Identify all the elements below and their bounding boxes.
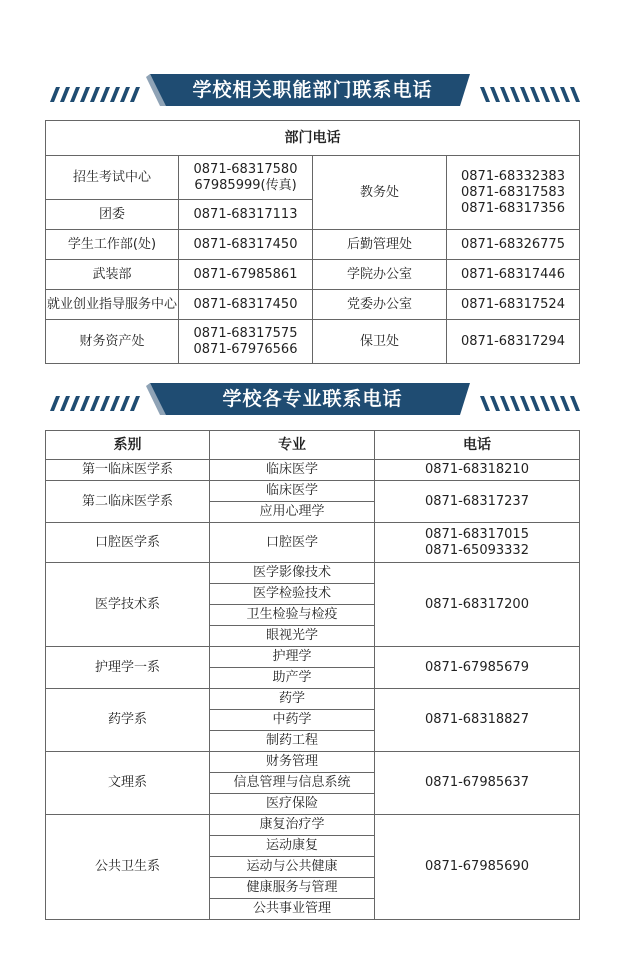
table-row — [46, 815, 580, 836]
phone-number: 0871-68317200 — [425, 596, 529, 612]
phone-cell — [375, 815, 580, 920]
table-row — [46, 481, 580, 502]
table-row — [46, 230, 580, 260]
phone-cell: 0871-68317113 — [179, 200, 313, 230]
phone-number: 67985999(传真) — [194, 177, 297, 193]
table-header: 部门电话 — [46, 121, 580, 156]
phone-cell — [179, 320, 313, 364]
major-name: 康复治疗学 — [210, 815, 375, 836]
department-name: 学生工作部(处) — [46, 230, 179, 260]
table-row — [46, 752, 580, 773]
major-name: 财务管理 — [210, 752, 375, 773]
phone-cell: 0871-68317450 — [179, 230, 313, 260]
major-name: 临床医学 — [210, 481, 375, 502]
department-name: 第二临床医学系 — [46, 481, 210, 523]
table-row — [46, 689, 580, 710]
major-phone-table — [45, 430, 580, 920]
major-name: 运动康复 — [210, 836, 375, 857]
phone-number: 0871-68332383 — [461, 168, 565, 184]
department-name: 就业创业指导服务中心 — [46, 290, 179, 320]
phone-cell — [179, 156, 313, 200]
phone-number: 0871-68317356 — [461, 200, 565, 216]
phone-cell — [375, 689, 580, 752]
department-name: 武装部 — [46, 260, 179, 290]
phone-cell — [375, 523, 580, 563]
major-name: 药学 — [210, 689, 375, 710]
section-title: 学校各专业联系电话 — [222, 388, 403, 410]
department-name: 招生考试中心 — [46, 156, 179, 200]
table-row — [46, 647, 580, 668]
phone-number: 0871-67985690 — [425, 859, 529, 874]
table-header-row — [46, 431, 580, 460]
major-name: 助产学 — [210, 668, 375, 689]
phone-number: 0871-67985679 — [425, 659, 529, 675]
phone-number: 0871-68317580 — [193, 161, 298, 177]
phone-number: 0871-68318210 — [425, 462, 529, 477]
column-header: 专业 — [210, 431, 375, 460]
major-name: 医学影像技术 — [210, 563, 375, 584]
major-name: 医疗保险 — [210, 794, 375, 815]
table-row — [46, 523, 580, 563]
table-row — [46, 460, 580, 481]
phone-number: 0871-67976566 — [193, 341, 298, 357]
major-name: 口腔医学 — [210, 523, 375, 563]
department-section — [0, 74, 625, 110]
department-name: 护理学一系 — [46, 647, 210, 689]
table-row — [46, 260, 580, 290]
major-name: 应用心理学 — [210, 502, 375, 523]
phone-cell — [447, 156, 580, 230]
phone-cell — [375, 460, 580, 481]
phone-cell: 0871-68317450 — [179, 290, 313, 320]
department-name: 公共卫生系 — [46, 815, 210, 920]
department-name: 第一临床医学系 — [46, 460, 210, 481]
major-name: 眼视光学 — [210, 626, 375, 647]
phone-number: 0871-67985637 — [425, 775, 529, 790]
major-name: 中药学 — [210, 710, 375, 731]
table-row — [46, 563, 580, 584]
section-banner — [0, 383, 625, 419]
department-name: 团委 — [46, 200, 179, 230]
department-name: 口腔医学系 — [46, 523, 210, 563]
major-section — [0, 383, 625, 419]
phone-number: 0871-65093332 — [425, 542, 529, 558]
department-name: 文理系 — [46, 752, 210, 815]
department-name: 党委办公室 — [313, 290, 447, 320]
phone-number: 0871-68317575 — [193, 325, 298, 341]
major-name: 运动与公共健康 — [210, 857, 375, 878]
phone-cell: 0871-67985861 — [179, 260, 313, 290]
phone-cell: 0871-68317446 — [447, 260, 580, 290]
table-row — [46, 156, 580, 200]
column-header: 系别 — [46, 431, 210, 460]
major-name: 健康服务与管理 — [210, 878, 375, 899]
major-name: 信息管理与信息系统 — [210, 773, 375, 794]
major-name: 制药工程 — [210, 731, 375, 752]
phone-cell: 0871-68326775 — [447, 230, 580, 260]
major-name: 卫生检验与检疫 — [210, 605, 375, 626]
phone-number: 0871-68318827 — [425, 712, 529, 727]
phone-cell: 0871-68317524 — [447, 290, 580, 320]
phone-number: 0871-68317237 — [425, 493, 529, 509]
phone-cell: 0871-68317294 — [447, 320, 580, 364]
section-banner — [0, 74, 625, 110]
section-title: 学校相关职能部门联系电话 — [192, 79, 433, 101]
department-name: 学院办公室 — [313, 260, 447, 290]
major-name: 公共事业管理 — [210, 899, 375, 920]
department-name: 后勤管理处 — [313, 230, 447, 260]
table-header-row — [46, 121, 580, 156]
phone-cell — [375, 752, 580, 815]
phone-cell — [375, 563, 580, 647]
department-name: 药学系 — [46, 689, 210, 752]
department-name: 财务资产处 — [46, 320, 179, 364]
department-name: 医学技术系 — [46, 563, 210, 647]
department-name: 教务处 — [313, 156, 447, 230]
major-name: 临床医学 — [210, 460, 375, 481]
table-row — [46, 290, 580, 320]
table-row — [46, 320, 580, 364]
column-header: 电话 — [375, 431, 580, 460]
phone-cell — [375, 481, 580, 523]
major-name: 护理学 — [210, 647, 375, 668]
department-name: 保卫处 — [313, 320, 447, 364]
department-phone-table — [45, 120, 580, 364]
phone-number: 0871-68317015 — [425, 526, 529, 542]
phone-number: 0871-68317583 — [461, 184, 565, 200]
phone-cell — [375, 647, 580, 689]
major-name: 医学检验技术 — [210, 584, 375, 605]
